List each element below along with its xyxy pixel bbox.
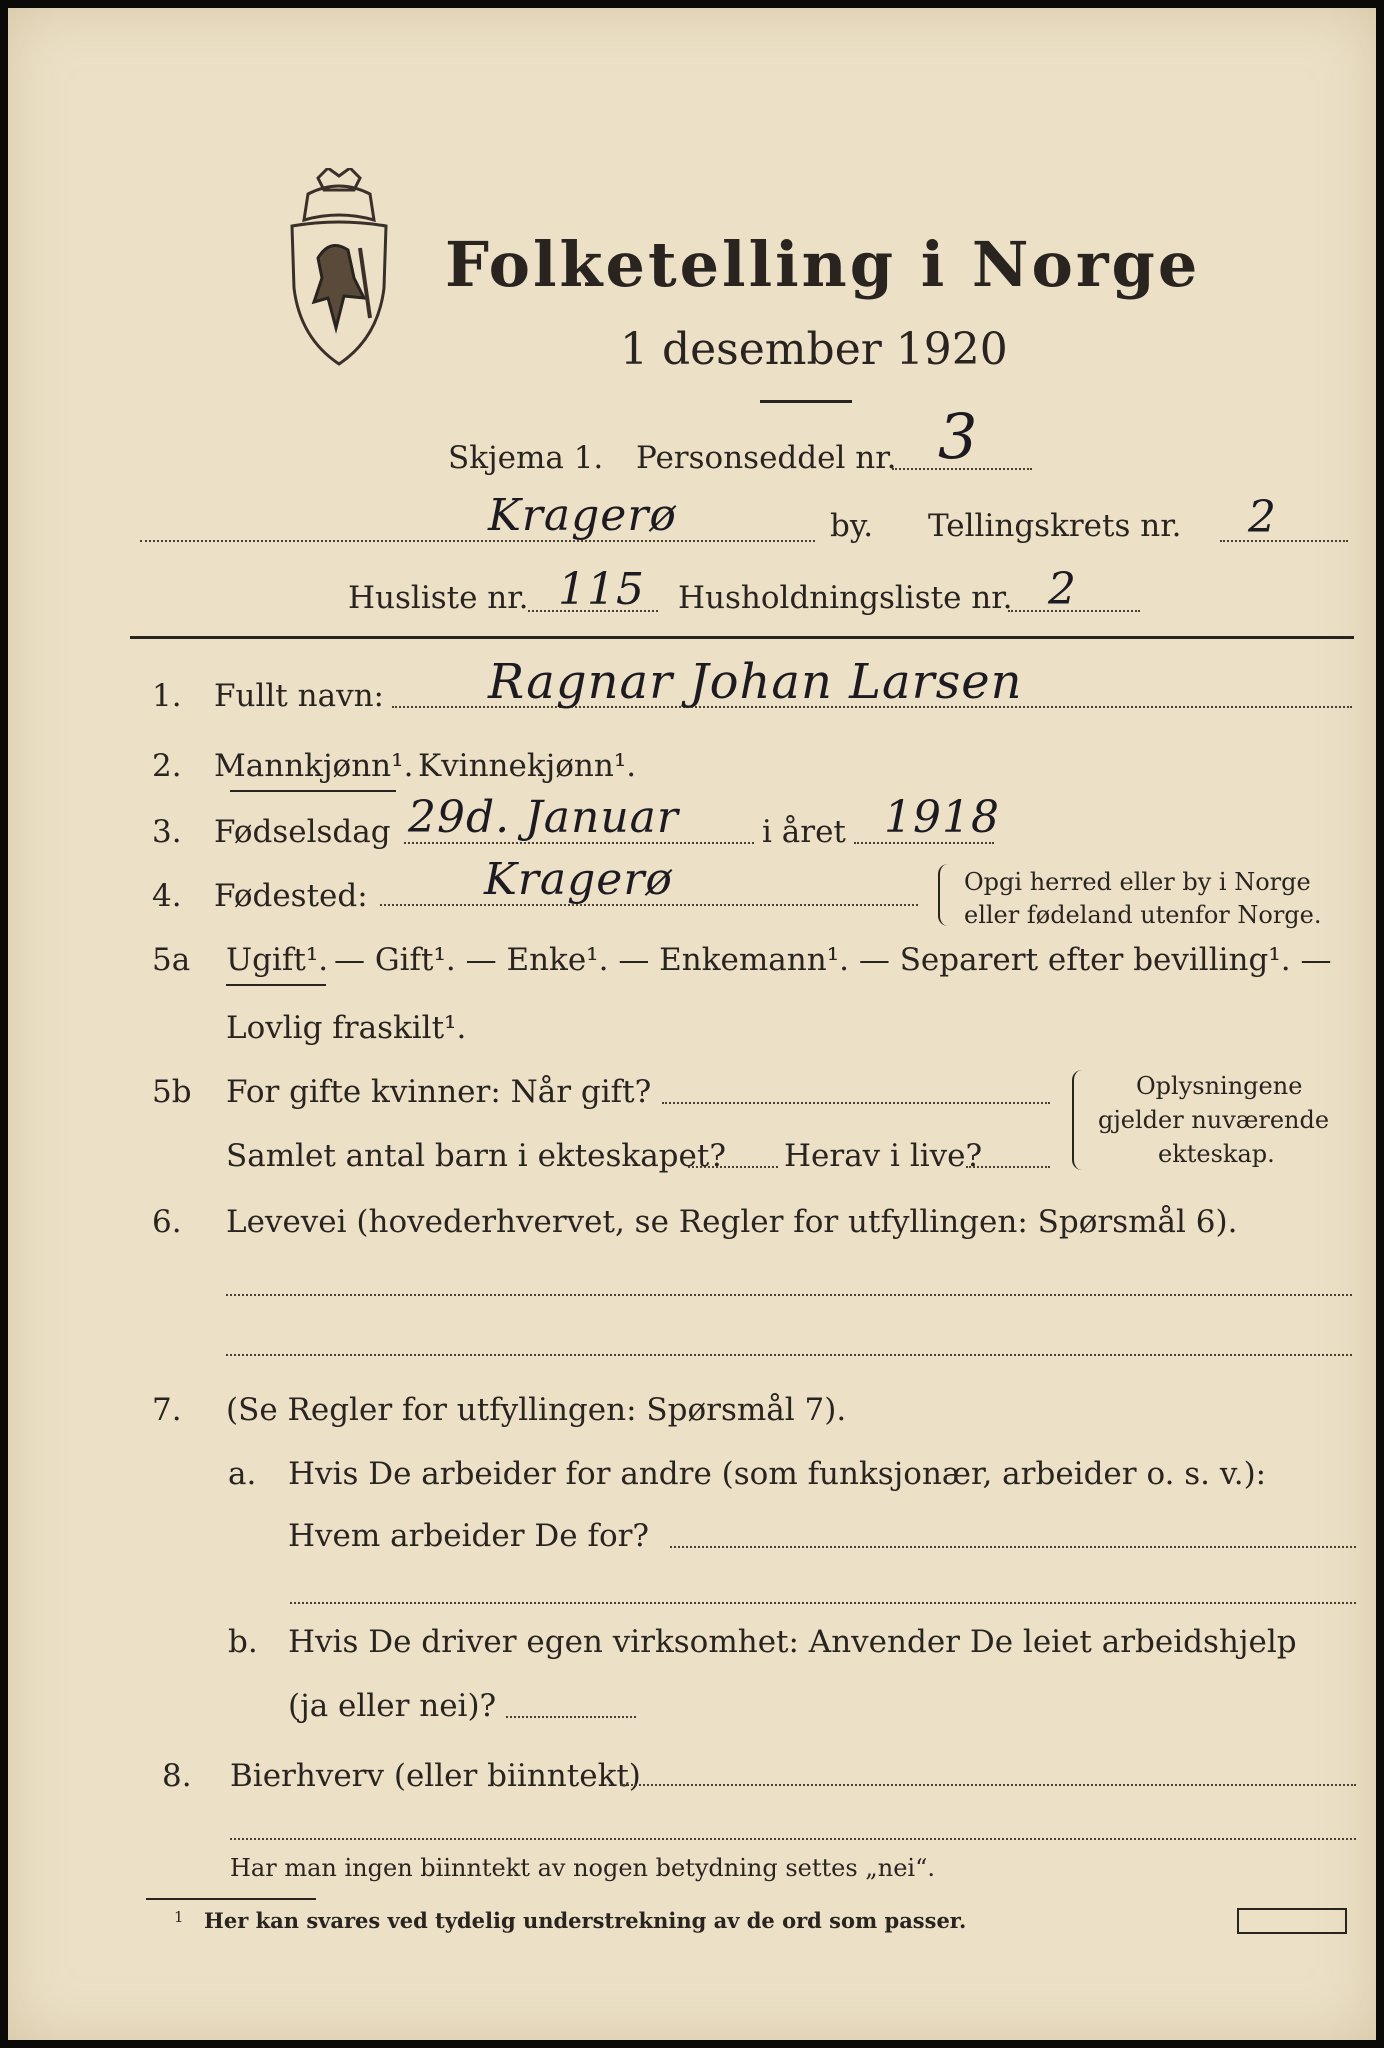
q8-note: Har man ingen biinntekt av nogen betydning settes „nei“. (230, 1854, 935, 1882)
census-date: 1 desember 1920 (620, 324, 1008, 375)
q7a-answer-line (670, 1546, 1356, 1548)
title-divider (760, 400, 852, 403)
q7a-letter: a. (228, 1456, 257, 1492)
q5b-line1 (662, 1102, 1050, 1104)
q3-number: 3. (152, 814, 182, 850)
q4-note-line1: Opgi herred eller by i Norge (964, 868, 1311, 896)
husholdning-value: 2 (1048, 564, 1077, 615)
footnote-text: Her kan svares ved tydelig understrekning av de ord som passer. (204, 1908, 967, 1933)
q5b-label3: Herav i live? (784, 1138, 983, 1174)
personseddel-value: 3 (938, 400, 979, 473)
q7a-line1: Hvis De arbeider for andre (som funksjonær, arbeider o. s. v.): (288, 1456, 1267, 1492)
q4-value: Kragerø (484, 854, 673, 905)
census-form-page (8, 8, 1376, 2040)
q2-mann-underline (230, 790, 396, 792)
q8-line1 (620, 1784, 1356, 1786)
personseddel-label: Personseddel nr. (636, 440, 897, 476)
q7a-answer-line2 (290, 1602, 1356, 1604)
q7b-letter: b. (228, 1624, 258, 1660)
tellingskrets-value: 2 (1248, 492, 1277, 543)
q5a-ugift-underline (226, 984, 326, 986)
q2-kvinne: Kvinnekjønn¹. (418, 748, 637, 784)
q8-number: 8. (162, 1758, 192, 1794)
tellingskrets-label: Tellingskrets nr. (928, 508, 1182, 544)
q3-value: 29d. Januar (408, 792, 679, 843)
q8-line2 (230, 1838, 1356, 1840)
coat-of-arms-icon (278, 168, 400, 368)
q8-label: Bierhverv (eller biinntekt) (230, 1758, 641, 1794)
printer-stamp (1237, 1908, 1347, 1934)
q2-mann: Mannkjønn¹. (214, 748, 414, 784)
husholdning-label: Husholdningsliste nr. (678, 580, 1013, 616)
q2-number: 2. (152, 748, 182, 784)
q5b-line2 (688, 1166, 778, 1168)
city-value: Kragerø (488, 490, 677, 541)
q3-year-label: i året (762, 814, 846, 850)
husliste-label: Husliste nr. (348, 580, 529, 616)
q5a-ugift: Ugift¹. (226, 942, 329, 978)
q7b-line2: (ja eller nei)? (288, 1688, 497, 1724)
q5b-note-line2: gjelder nuværende (1098, 1106, 1330, 1134)
q5b-note-line3: ekteskap. (1158, 1140, 1275, 1168)
q4-note-line2: eller fødeland utenfor Norge. (964, 901, 1322, 929)
q6-number: 6. (152, 1204, 182, 1240)
footnote-rule (146, 1898, 316, 1900)
q1-number: 1. (152, 678, 182, 714)
footnote-mark: 1 (174, 1908, 184, 1926)
by-label: by. (830, 508, 874, 544)
q7b-line1: Hvis De driver egen virksomhet: Anvender De leiet arbeidshjelp (288, 1624, 1297, 1660)
q7b-answer-line (506, 1716, 636, 1718)
q3-year-value: 1918 (884, 792, 1000, 843)
tellingskrets-line (1220, 540, 1348, 542)
q5b-label1: For gifte kvinner: Når gift? (226, 1074, 652, 1110)
q5b-line3 (966, 1166, 1050, 1168)
q7a-line2: Hvem arbeider De for? (288, 1518, 650, 1554)
q6-label: Levevei (hovederhvervet, se Regler for utfyllingen: Spørsmål 6). (226, 1204, 1238, 1240)
q6-line1 (226, 1294, 1352, 1296)
q5a-options: — Gift¹. — Enke¹. — Enkemann¹. — Separert efter bevilling¹. — (334, 942, 1332, 978)
q5b-label2: Samlet antal barn i ekteskapet? (226, 1138, 726, 1174)
q4-number: 4. (152, 878, 182, 914)
q6-line2 (226, 1354, 1352, 1356)
q5b-number: 5b (152, 1074, 192, 1110)
q7-number: 7. (152, 1392, 182, 1428)
q7-label: (Se Regler for utfyllingen: Spørsmål 7). (226, 1392, 847, 1428)
q3-label: Fødselsdag (214, 814, 391, 850)
city-line (140, 540, 815, 542)
q5a-number: 5a (152, 942, 191, 978)
q5b-note-line1: Oplysningene (1136, 1072, 1303, 1100)
form-title: Folketelling i Norge (445, 228, 1201, 301)
q4-note-bracket (938, 864, 952, 926)
schema-label: Skjema 1. (448, 440, 604, 476)
q5b-note-bracket (1072, 1070, 1086, 1170)
q5a-line2: Lovlig fraskilt¹. (226, 1010, 467, 1046)
q1-value: Ragnar Johan Larsen (488, 654, 1023, 710)
header-divider (130, 636, 1354, 639)
q1-label: Fullt navn: (214, 678, 384, 714)
q4-label: Fødested: (214, 878, 368, 914)
husliste-value: 115 (558, 564, 645, 615)
